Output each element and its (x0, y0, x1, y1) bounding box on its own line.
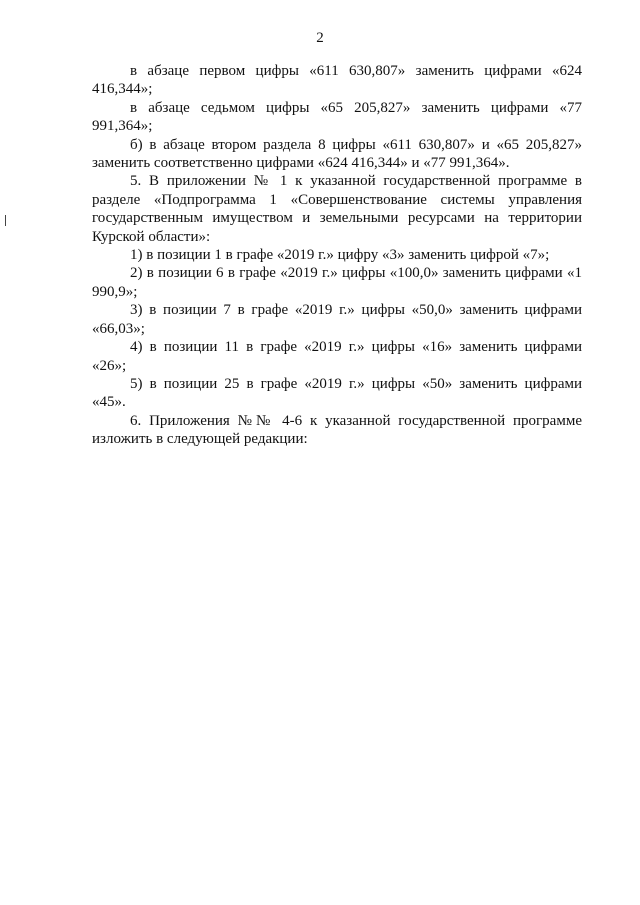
paragraph-subitem-2: 2) в позиции 6 в графе «2019 г.» цифры «100,0» заменить цифрами «1 990,9»; (92, 265, 582, 300)
paragraph-abzac-seventh: в абзаце седьмом цифры «65 205,827» заменить цифрами «77 991,364»; (92, 99, 582, 135)
paragraph-subitem-3: 3) в позиции 7 в графе «2019 г.» цифры «50,0» заменить цифрами «66,03»; (92, 302, 582, 337)
paragraph-subitem-1: 1) в позиции 1 в графе «2019 г.» цифру «3» заменить цифрой «7»; (130, 247, 550, 264)
paragraph-item-6: 6. Приложения №№ 4-6 к указанной государственной программе изложить в следующей редакции: (92, 412, 582, 448)
paragraph-subitem-4: 4) в позиции 11 в графе «2019 г.» цифры «16» заменить цифрами «26»; (92, 339, 582, 374)
paragraph-subitem-5: 5) в позиции 25 в графе «2019 г.» цифры «50» заменить цифрами «45». (92, 375, 582, 411)
document-body (92, 62, 582, 449)
margin-mark (5, 215, 6, 226)
page-number: 2 (316, 30, 324, 46)
paragraph-abzac-first: в абзаце первом цифры «611 630,807» заменить цифрами «624 416,344»; (92, 63, 582, 98)
paragraph-item-b: б) в абзаце втором раздела 8 цифры «611 630,807» и «65 205,827» заменить соответственно цифрами «624 416,344» и «77 991,364». (92, 136, 582, 172)
paragraph-item-5: 5. В приложении № 1 к указанной государственной программе в разделе «Подпрограмма 1 «Совершенствование системы управления государственным имуществом и земельными ресурсами на территории Курской области»: (92, 173, 582, 245)
